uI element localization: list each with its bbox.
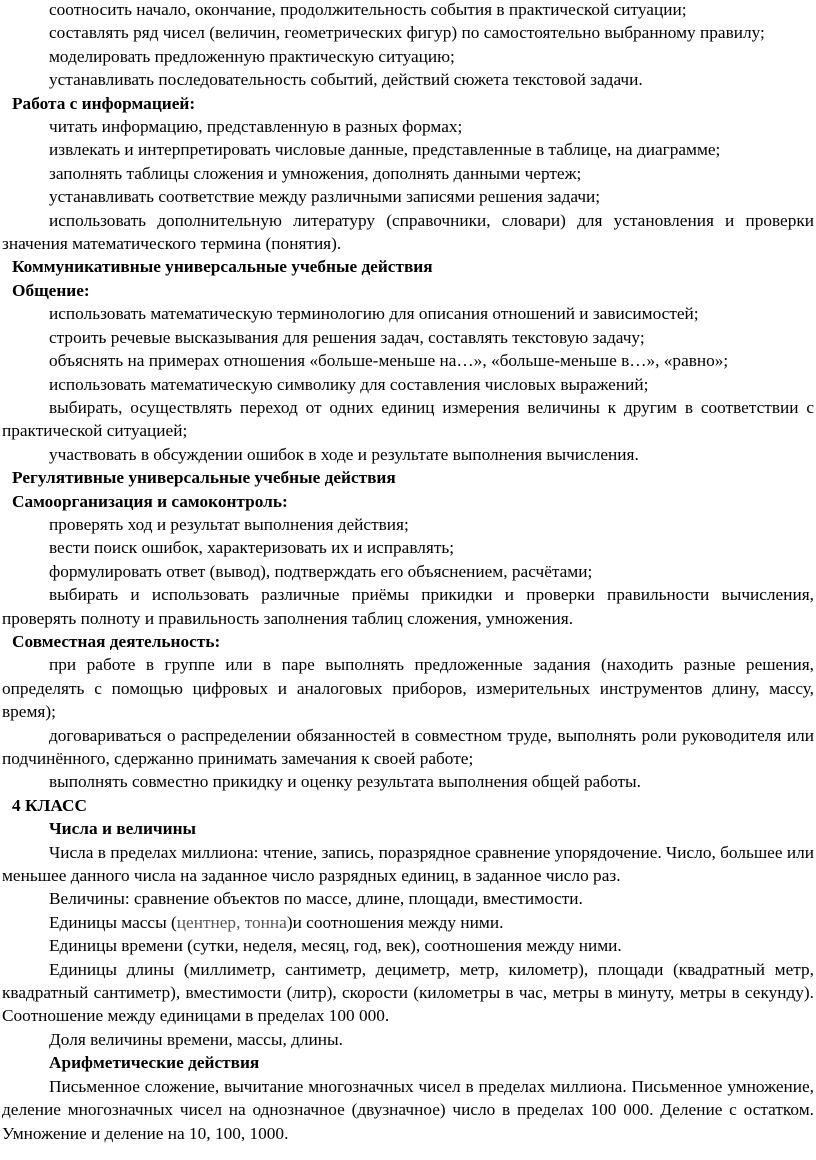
- paragraph: договариваться о распределении обязанностей в совместном труде, выполнять роли руководителя или подчинённого, сдержанно принимать замечания к своей работе;: [2, 725, 814, 768]
- subsection-heading-self-organization: Самоорганизация и самоконтроль:: [12, 491, 288, 511]
- paragraph: участвовать в обсуждении ошибок в ходе и результате выполнения вычисления.: [49, 444, 639, 464]
- document-body: [2, 0, 814, 1145]
- paragraph: составлять ряд чисел (величин, геометрических фигур) по самостоятельно выбранному правилу;: [49, 23, 765, 43]
- paragraph: устанавливать последовательность событий, действий сюжета текстовой задачи.: [49, 70, 643, 90]
- paragraph: объяснять на примерах отношения «больше-меньше на…», «больше-меньше в…», «равно»;: [49, 351, 729, 371]
- paragraph: устанавливать соответствие между различными записями решения задачи;: [49, 187, 601, 207]
- paragraph: извлекать и интерпретировать числовые данные, представленные в таблице, на диаграмме;: [49, 140, 721, 160]
- paragraph: заполнять таблицы сложения и умножения, дополнять данными чертеж;: [49, 163, 582, 183]
- paragraph: использовать дополнительную литературу (справочники, словари) для установления и проверки значения математического термина (понятия).: [2, 210, 814, 254]
- paragraph: Единицы длины (миллиметр, сантиметр, дециметр, метр, километр), площади (квадратный метр, квадратный сантиметр), вместимости (литр), скорости (километры в час, метры в минуту, метры в секунду). Соотношение между единицами в пределах 100 000.: [2, 959, 814, 1026]
- section-heading-joint-activity: Совместная деятельность:: [12, 631, 221, 651]
- paragraph: Доля величины времени, массы, длины.: [49, 1029, 343, 1049]
- section-heading-communicative: Коммуникативные универсальные учебные действия: [12, 257, 433, 277]
- subsection-heading-communication: Общение:: [12, 280, 90, 300]
- paragraph: вести поиск ошибок, характеризовать их и исправлять;: [49, 538, 455, 558]
- paragraph: выбирать, осуществлять переход от одних единиц измерения величины к другим в соответствии с практической ситуацией;: [2, 397, 814, 441]
- paragraph: Числа в пределах миллиона: чтение, запись, поразрядное сравнение упорядочение. Число, большее или меньшее данного числа на заданное число разрядных единиц, в заданное число раз.: [2, 842, 814, 886]
- paragraph: моделировать предложенную практическую ситуацию;: [49, 46, 455, 66]
- paragraph: при работе в группе или в паре выполнять предложенные задания (находить разные решения, определять с помощью цифровых и аналоговых приборов, измерительных инструментов длину, массу, время);: [2, 655, 814, 722]
- paragraph: формулировать ответ (вывод), подтверждать его объяснением, расчётами;: [49, 561, 593, 581]
- subsection-heading-arithmetic: Арифметические действия: [49, 1053, 260, 1073]
- section-heading-regulative: Регулятивные универсальные учебные действия: [12, 468, 396, 488]
- paragraph: соотносить начало, окончание, продолжительность события в практической ситуации;: [49, 0, 687, 19]
- paragraph: использовать математическую символику для составления числовых выражений;: [49, 374, 649, 394]
- paragraph: использовать математическую терминологию для описания отношений и зависимостей;: [49, 304, 699, 324]
- paragraph: проверять ход и результат выполнения действия;: [49, 514, 409, 534]
- mass-prefix: Единицы массы (: [49, 912, 177, 932]
- paragraph: читать информацию, представленную в разных формах;: [49, 117, 463, 137]
- paragraph: выбирать и использовать различные приёмы прикидки и проверки правильности вычисления, проверять полноту и правильность заполнения таблиц сложения, умножения.: [2, 585, 814, 628]
- paragraph: Величины: сравнение объектов по массе, длине, площади, вместимости.: [49, 889, 583, 909]
- paragraph-mass-units: [2, 911, 814, 934]
- section-heading-information: Работа с информацией:: [12, 93, 196, 113]
- grade-heading: 4 КЛАСС: [12, 795, 87, 815]
- mass-suffix: )и соотношения между ними.: [286, 912, 504, 932]
- paragraph: строить речевые высказывания для решения задач, составлять текстовую задачу;: [49, 327, 645, 347]
- paragraph: Письменное сложение, вычитание многозначных чисел в пределах миллиона. Письменное умножение, деление многозначных чисел на однозначное (двузначное) число в пределах 100 000. Деление с остатком. Умножение и деление на 10, 100, 1000.: [2, 1076, 814, 1143]
- paragraph: выполнять совместно прикидку и оценку результата выполнения общей работы.: [49, 772, 641, 792]
- mass-units: центнер, тонна: [176, 912, 287, 932]
- subsection-heading-numbers: Числа и величины: [49, 819, 197, 839]
- paragraph: Единицы времени (сутки, неделя, месяц, год, век), соотношения между ними.: [49, 936, 622, 956]
